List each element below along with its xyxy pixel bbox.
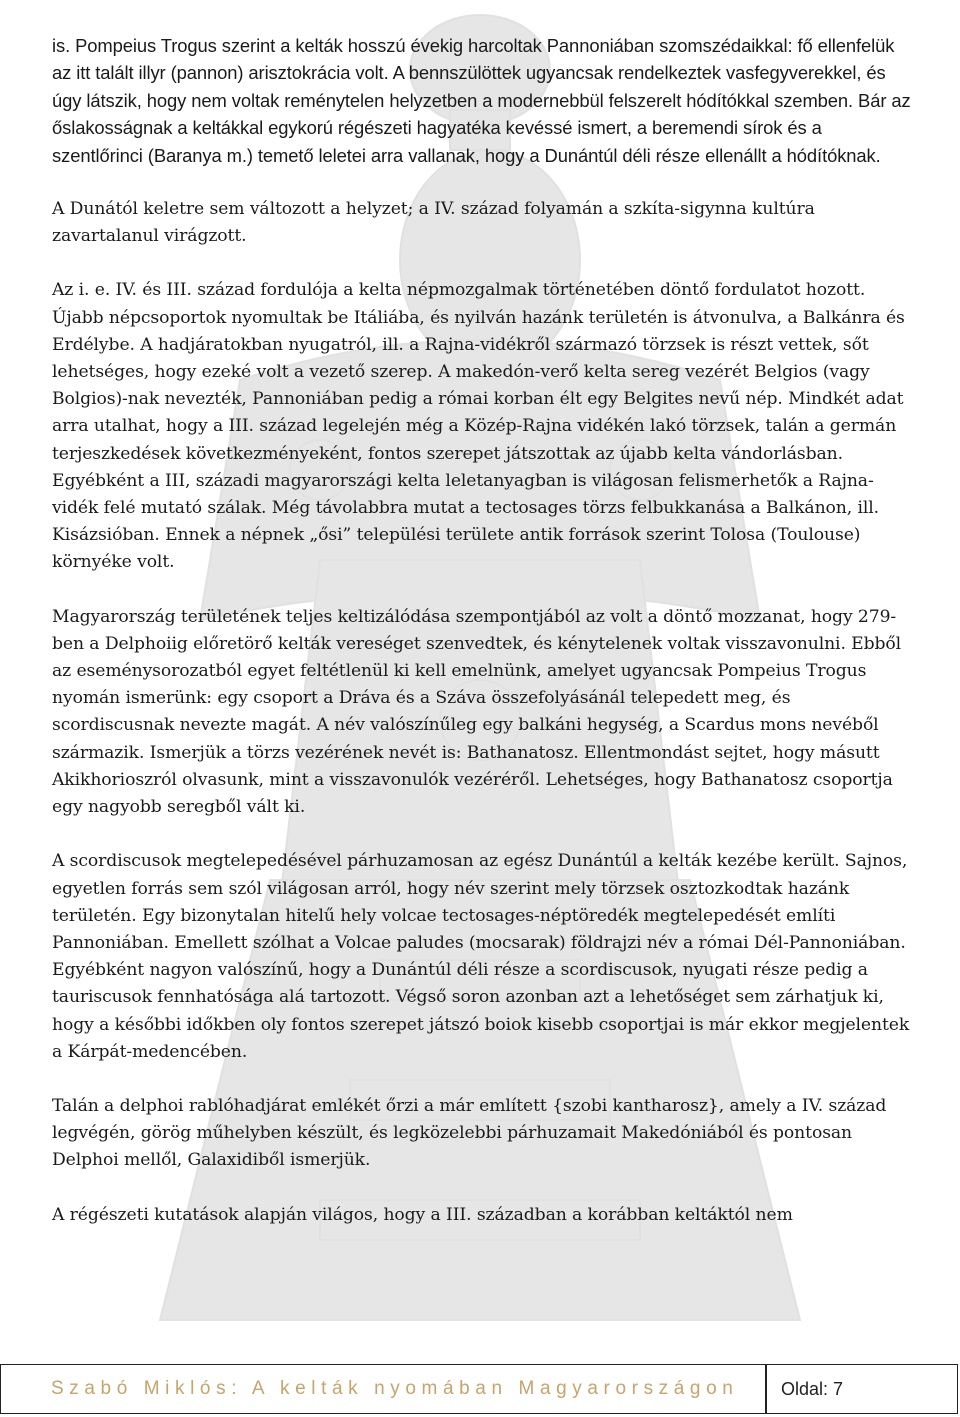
paragraph-2: A Dunától keletre sem változott a helyzet; a IV. század folyamán a szkíta-sigynna kultúra zavartalanul virágzott. — [52, 199, 815, 247]
paragraph-4: Magyarország területének teljes keltizálódása szempontjából az volt a döntő mozzanat, hogy 279-ben a Delphoiig előretörő kelták vereséget szenvedtek, és kénytelenek voltak visszavonulni. Ebből az eseménysorozatból egyet feltétlenül ki kell emelnünk, amelyet ugyancsak Pompeius Trogus nyomán ismerünk: egy csoport a Dráva és a Száva összefolyásánál telepedett meg, és scordiscusnak nevezte magát. A név valószínűleg egy balkáni hegység, a Scardus mons nevéből származik. Ismerjük a törzs vezérének nevét is: Bathanatosz. Ellentmondást sejtet, hogy másutt Akikhorioszról olvasunk, mint a visszavonulók vezéréről. Lehetséges, hogy Bathanatosz csoportja egy nagyobb seregből vált ki. — [52, 606, 902, 818]
paragraph-5: A scordiscusok megtelepedésével párhuzamosan az egész Dunántúl a kelták kezébe került. Sajnos, egyetlen forrás sem szól világosan arról, hogy név szerint mely törzsek osztozkodtak hazánk területén. Egy bizonytalan hitelű hely volcae tectosages-néptöredék megtelepedését említi Pannoniában. Emellett szólhat a Volcae paludes (mocsarak) földrajzi név a római Dél-Pannoniában. Egyébként nagyon valószínű, hogy a Dunántúl déli része a scordiscusok, nyugati része pedig a tauriscusok fennhatósága alá tartozott. Végső soron azonban azt a lehetőséget sem zárhatjuk ki, hogy a későbbi időkben oly fontos szerepet játszó boiok kisebb csoportjai is már ekkor megjelentek a Kárpát-medencében. — [52, 851, 910, 1062]
paragraph-1: is. Pompeius Trogus szerint a kelták hosszú évekig harcoltak Pannoniában szomszédaikkal: fő ellenfelük az itt talált illyr (pannon) arisztokrácia volt. A bennszülöttek ugyancsak rendelkeztek vasfegyverekkel, és úgy látszik, hogy nem voltak reménytelen helyzetben a modernebbül felszerelt hódítókkal szemben. Bár az őslakosságnak a keltákkal egykorú régészeti hagyatéka kevéssé ismert, a beremendi sírok és a szentlőrinci (Baranya m.) temető leletei arra vallanak, hogy a Dunántúl déli része ellenállt a hódítóknak. — [52, 35, 911, 166]
paragraph-6: Talán a delphoi rablóhadjárat emlékét őrzi a már említett {szobi kantharosz}, amely a IV. század legvégén, görög műhelyben készült, és legközelebbi párhuzamait Makedóniából és pontosan Delphoi mellől, Galaxidiből ismerjük. — [52, 1095, 887, 1171]
footer-title: Szabó Miklós: A kelták nyomában Magyarországon — [1, 1365, 767, 1413]
page-footer — [0, 1364, 958, 1414]
page-number: Oldal: 7 — [781, 1378, 844, 1399]
paragraph-7: A régészeti kutatások alapján világos, hogy a III. században a korábban keltáktól nem — [52, 1204, 793, 1225]
document-body — [52, 32, 912, 1256]
paragraph-3: Az i. e. IV. és III. század fordulója a kelta népmozgalmak történetében döntő fordulatot hozott. Újabb népcsoportok nyomultak be Itáliába, és nyilván hazánk területén is átvonulva, a Balkánra és Erdélybe. A hadjáratokban nyugatról, ill. a Rajna-vidékről származó törzsek is részt vettek, sőt lehetséges, hogy ezeké volt a vezető szerep. A makedón-verő kelta sereg vezérét Belgios (vagy Bolgios)-nak nevezték, Pannoniában pedig a római korban élt egy Belgites nevű nép. Mindkét adat arra utalhat, hogy a III. század legelején még a Közép-Rajna vidékén lakó törzsek, talán a germán terjeszkedések következményeként, fontos szerepet játszottak az újabb kelta vándorlásban. Egyébként a III, századi magyarországi kelta leletanyagban is világosan felismerhetők a Rajna-vidék felé mutató szálak. Még távolabbra mutat a tectosages törzs felbukkanása a Balkánon, ill. Kisázsióban. Ennek a népnek „ősi” települési területe antik források szerint Tolosa (Toulouse) környéke volt. — [52, 280, 905, 573]
